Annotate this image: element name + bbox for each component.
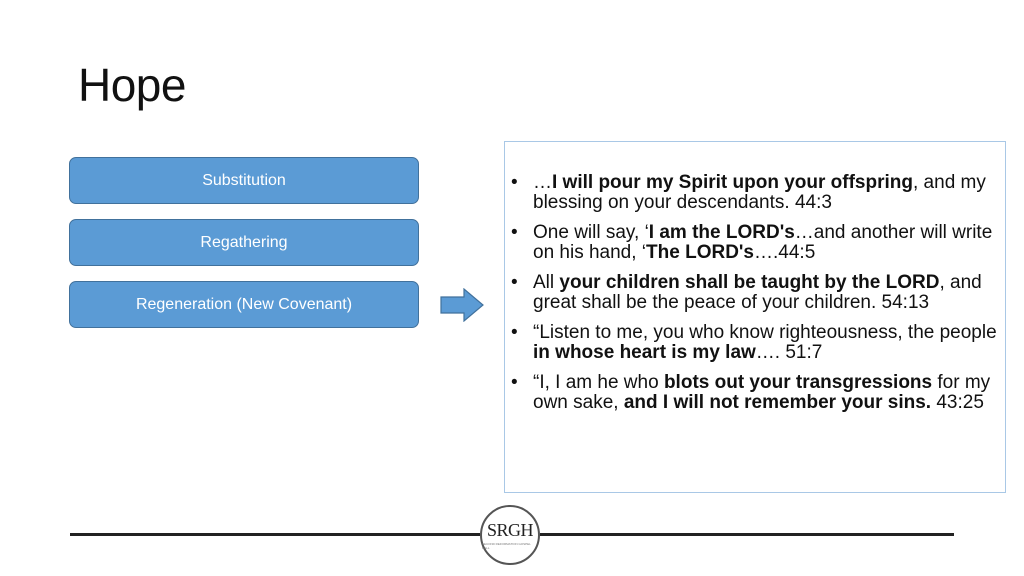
bullet-icon: • <box>511 272 518 293</box>
bullet-bold-text: in whose heart is my law <box>533 342 756 363</box>
bullet-item <box>511 223 997 263</box>
bullet-text: …and another will write on his hand, ‘ <box>533 222 993 263</box>
bullet-text: , and my blessing on your descendants. 44:3 <box>533 172 986 213</box>
bullet-bold-text: and I will not remember your sins. <box>623 392 932 413</box>
bullet-text: All <box>533 272 560 293</box>
bullet-icon: • <box>511 222 518 243</box>
bullet-bold-text: The LORD's <box>646 242 755 263</box>
bullet-item <box>511 373 997 413</box>
bullet-text: “I, I am he who <box>533 372 664 393</box>
box-regeneration[interactable] <box>69 281 419 328</box>
bullet-text: … <box>533 172 552 193</box>
box-label: Regathering <box>200 233 288 251</box>
bullet-list <box>511 173 997 423</box>
bullet-text: One will say, ‘ <box>533 222 649 243</box>
logo-text: SRGH <box>486 519 533 540</box>
box-label: Substitution <box>202 171 286 189</box>
footer-divider-right <box>540 533 954 536</box>
bullet-item <box>511 273 997 313</box>
bullet-text: …. 51:7 <box>755 342 823 363</box>
bullet-icon: • <box>511 172 518 193</box>
right-arrow-icon <box>440 288 484 322</box>
bullet-item <box>511 323 997 363</box>
bullet-icon: • <box>511 322 518 343</box>
bullet-icon: • <box>511 372 518 393</box>
footer-divider-left <box>70 533 480 536</box>
bullet-text: “Listen to me, you who know righteousness, the people <box>533 322 997 343</box>
bullet-text: for my own sake, <box>533 372 991 413</box>
bullet-item <box>511 173 997 213</box>
bullet-bold-text: I am the LORD's <box>648 222 795 243</box>
box-label: Regeneration (New Covenant) <box>135 295 353 313</box>
bullet-bold-text: I will pour my Spirit upon your offspring <box>552 172 913 193</box>
scripture-textbox <box>504 141 1006 493</box>
box-regathering[interactable] <box>69 219 419 266</box>
bullet-bold-text: your children shall be taught by the LORD <box>559 272 940 293</box>
bullet-text: ….44:5 <box>754 242 816 263</box>
slide-title: Hope <box>78 59 186 111</box>
bullet-text: 43:25 <box>931 392 984 413</box>
logo-subtext: SECOND REFORMATION GOSPEL HALL <box>482 541 531 550</box>
logo <box>480 505 540 565</box>
bullet-text: , and great shall be the peace of your children. 54:13 <box>533 272 982 313</box>
bullet-bold-text: blots out your transgressions <box>663 372 933 393</box>
box-substitution[interactable] <box>69 157 419 204</box>
